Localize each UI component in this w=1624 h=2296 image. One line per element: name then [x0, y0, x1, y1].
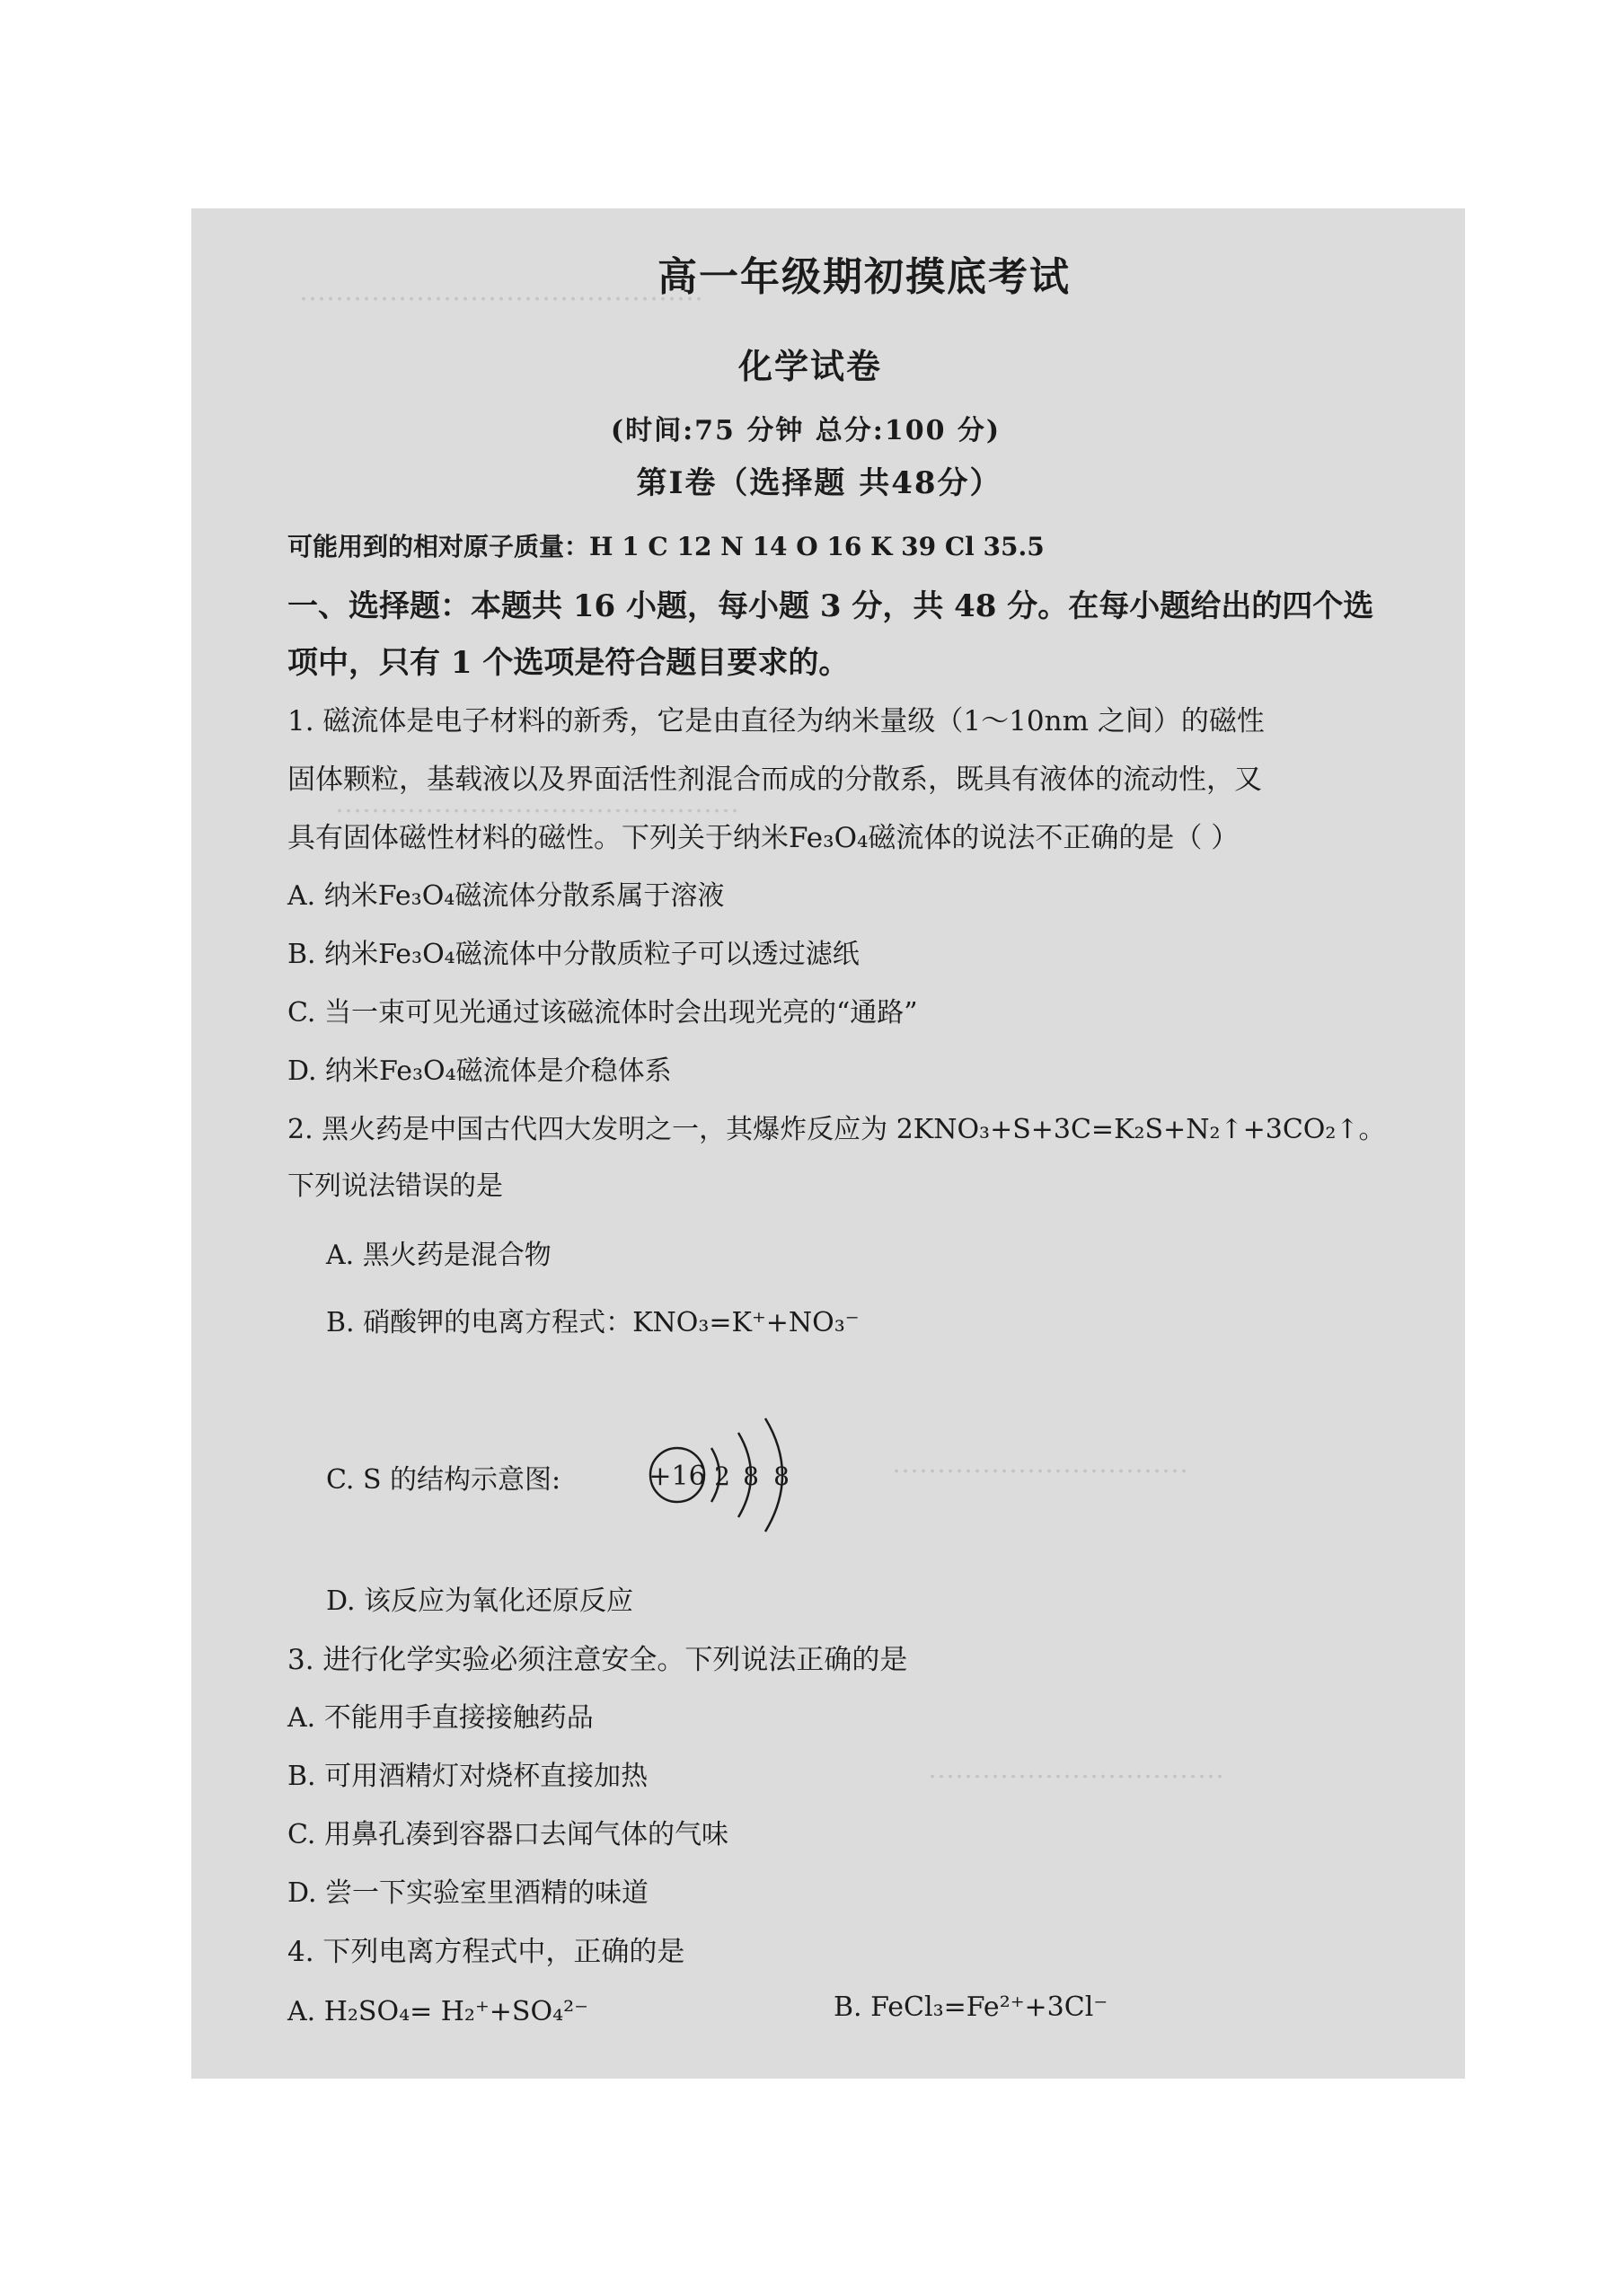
q3-stem: 3. 进行化学实验必须注意安全。下列说法正确的是	[287, 1644, 908, 1676]
q4-stem: 4. 下列电离方程式中，正确的是	[287, 1936, 685, 1968]
q3-option-d: D. 尝一下实验室里酒精的味道	[287, 1877, 649, 1909]
bleed-through-3: ……………………………	[892, 1448, 1188, 1479]
q1-option-a: A. 纳米Fe₃O₄磁流体分散系属于溶液	[287, 880, 725, 912]
nucleus-charge: +16	[649, 1461, 706, 1492]
time-info: (时间:75 分钟 总分:100 分)	[610, 415, 1002, 446]
atomic-masses: 可能用到的相对原子质量：H 1 C 12 N 14 O 16 K 39 Cl 35.5	[287, 532, 1045, 561]
q2-stem-2: 下列说法错误的是	[287, 1170, 503, 1202]
exam-title: 高一年级期初摸底考试	[658, 254, 1071, 300]
subject-title: 化学试卷	[737, 346, 882, 386]
exam-paper	[191, 208, 1465, 2079]
q4-option-b: B. FeCl₃=Fe²⁺+3Cl⁻	[834, 1991, 1108, 2023]
q1-stem-1: 1. 磁流体是电子材料的新秀，它是由直径为纳米量级（1～10nm 之间）的磁性	[287, 705, 1265, 737]
q2-option-b: B. 硝酸钾的电离方程式：KNO₃=K⁺+NO₃⁻	[326, 1307, 860, 1338]
q2-option-a: A. 黑火药是混合物	[326, 1240, 552, 1271]
q1-stem-3: 具有固体磁性材料的磁性。下列关于纳米Fe₃O₄磁流体的说法不正确的是（ ）	[287, 822, 1240, 854]
bleed-through-4: ……………………………	[928, 1753, 1224, 1785]
sulfur-atom-structure-diagram	[645, 1408, 852, 1542]
q2-option-d: D. 该反应为氧化还原反应	[326, 1585, 634, 1617]
shell-2-electrons: 8	[743, 1461, 759, 1491]
q1-stem-2: 固体颗粒，基载液以及界面活性剂混合而成的分散系，既具有液体的流动性，又	[287, 764, 1262, 796]
q1-option-b: B. 纳米Fe₃O₄磁流体中分散质粒子可以透过滤纸	[287, 939, 860, 970]
section-title: 第Ⅰ卷（选择题 共48分）	[636, 465, 1002, 501]
bleed-through-2: ………………………………………	[335, 788, 739, 819]
q2-option-c: C. S 的结构示意图:	[326, 1464, 561, 1496]
q1-option-c: C. 当一束可见光通过该磁流体时会出现光亮的“通路”	[287, 997, 918, 1029]
instructions-line-2: 项中，只有 1 个选项是符合题目要求的。	[287, 645, 850, 681]
q4-option-a: A. H₂SO₄= H₂⁺+SO₄²⁻	[287, 1996, 588, 2027]
q3-option-b: B. 可用酒精灯对烧杯直接加热	[287, 1761, 649, 1792]
bleed-through-1: ………………………………………	[299, 276, 703, 307]
shell-1-electrons: 2	[714, 1461, 730, 1491]
q2-stem-1: 2. 黑火药是中国古代四大发明之一，其爆炸反应为 2KNO₃+S+3C=K₂S+N₂↑+3CO₂↑。	[287, 1114, 1386, 1145]
shell-3-electrons: 8	[773, 1461, 790, 1491]
instructions-line-1: 一、选择题：本题共 16 小题，每小题 3 分，共 48 分。在每小题给出的四个选	[287, 588, 1374, 624]
q1-option-d: D. 纳米Fe₃O₄磁流体是介稳体系	[287, 1055, 672, 1087]
q3-option-a: A. 不能用手直接接触药品	[287, 1702, 594, 1734]
q3-option-c: C. 用鼻孔凑到容器口去闻气体的气味	[287, 1819, 728, 1850]
